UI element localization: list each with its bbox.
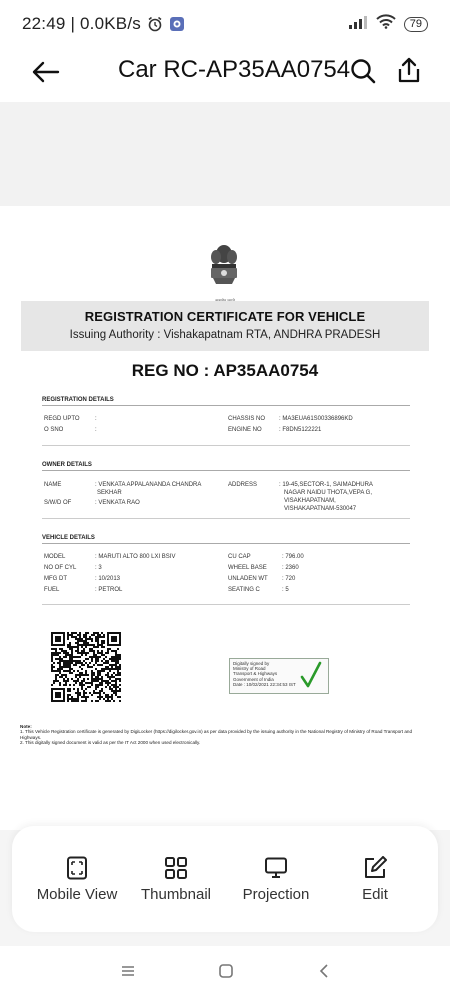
back-arrow-icon[interactable] bbox=[30, 60, 60, 89]
name-value-line2: SEKHAR bbox=[97, 490, 122, 496]
mobile-view-icon bbox=[32, 856, 122, 880]
section-divider bbox=[42, 518, 410, 519]
page-title: Car RC-AP35AA0754 bbox=[118, 56, 351, 83]
address-line: NAGAR NAIDU THOTA,VEPA G, bbox=[284, 490, 373, 496]
edit-icon bbox=[330, 856, 420, 880]
recent-apps-icon[interactable] bbox=[120, 964, 136, 983]
unladen-weight-value: : 720 bbox=[282, 576, 296, 582]
action-bar bbox=[12, 826, 438, 932]
address-line: VISAKHAPATNAM, bbox=[284, 498, 336, 504]
signature-verified-check-icon bbox=[300, 661, 322, 694]
wheel-base-label: WHEEL BASE bbox=[228, 565, 267, 571]
seating-capacity-value: : 5 bbox=[282, 587, 289, 593]
engine-value: : F8DN5122221 bbox=[279, 427, 322, 433]
owner-details-heading: OWNER DETAILS bbox=[42, 462, 92, 468]
status-bar bbox=[0, 0, 450, 48]
signature-line: Ministry of Road bbox=[233, 666, 266, 672]
projection-monitor-icon bbox=[231, 856, 321, 880]
thumbnail-grid-icon bbox=[131, 856, 221, 880]
o-sno-value: : bbox=[95, 427, 97, 433]
unladen-weight-label: UNLADEN WT bbox=[228, 576, 268, 582]
section-divider bbox=[42, 604, 410, 605]
vehicle-details-heading: VEHICLE DETAILS bbox=[42, 535, 95, 541]
swd-label: S/W/D OF bbox=[44, 500, 72, 506]
section-divider bbox=[42, 543, 410, 544]
digital-signature-block bbox=[229, 658, 329, 694]
battery-icon: 79 bbox=[404, 17, 428, 32]
signature-line: Digitally signed by bbox=[233, 661, 270, 666]
issuing-authority: Issuing Authority : Vishakapatnam RTA, ANDHRA PRADESH bbox=[69, 329, 381, 341]
address-line: : 19-45,SECTOR-1, SAIMADHURA bbox=[279, 482, 373, 488]
cylinders-value: : 3 bbox=[95, 565, 102, 571]
fuel-label: FUEL bbox=[44, 587, 60, 593]
projection-label: Projection bbox=[242, 886, 310, 903]
signature-line: Government of India bbox=[233, 676, 274, 682]
projection-button[interactable] bbox=[231, 856, 321, 903]
engine-label: ENGINE NO bbox=[228, 427, 262, 433]
cylinders-label: NO OF CYL bbox=[44, 565, 77, 571]
document-top-margin bbox=[0, 102, 450, 206]
fuel-value: : PETROL bbox=[95, 587, 123, 593]
app-bar bbox=[0, 48, 450, 102]
edit-button[interactable] bbox=[330, 856, 420, 903]
name-value-line1: : VENKATA APPALANANDA CHANDRA bbox=[95, 482, 202, 488]
regd-upto-value: : bbox=[95, 416, 97, 422]
thumbnail-label: Thumbnail bbox=[140, 886, 212, 903]
cubic-capacity-label: CU CAP bbox=[228, 554, 251, 560]
name-label: NAME bbox=[44, 482, 62, 488]
swd-value: : VENKATA RAO bbox=[95, 500, 140, 506]
status-time-speed: 22:49 | 0.0KB/s bbox=[22, 14, 141, 33]
thumbnail-button[interactable] bbox=[131, 856, 221, 903]
share-icon[interactable] bbox=[396, 56, 422, 89]
address-line: VISHAKAPATNAM-530047 bbox=[284, 506, 357, 512]
chassis-label: CHASSIS NO bbox=[228, 416, 266, 422]
section-divider bbox=[42, 470, 410, 471]
cubic-capacity-value: : 796.00 bbox=[282, 554, 304, 560]
note-item: 2. This digitally signed document is valid as per the IT Act 2000 when used electronically. bbox=[20, 740, 201, 746]
certificate-title: REGISTRATION CERTIFICATE FOR VEHICLE bbox=[84, 309, 366, 324]
home-icon[interactable] bbox=[218, 964, 234, 983]
wheel-base-value: : 2360 bbox=[282, 565, 299, 571]
back-icon[interactable] bbox=[318, 964, 330, 983]
model-label: MODEL bbox=[44, 554, 66, 560]
national-emblem-icon bbox=[203, 240, 245, 298]
chassis-value: : MA3EUA61S00336896KD bbox=[279, 416, 353, 422]
wifi-icon bbox=[376, 14, 396, 34]
signature-line: Date : 10/02/2021 22:34:53 IST bbox=[233, 681, 296, 687]
seating-capacity-label: SEATING C bbox=[228, 587, 260, 593]
note-item: 1. This Vehicle Registration certificate is generated by DigiLocker (https://digilocker.gov.in) as per data provided by the issuing authority in the National Registry of Ministry of Road Transport and Highways. bbox=[20, 729, 413, 740]
registration-details-heading: REGISTRATION DETAILS bbox=[42, 397, 114, 403]
section-divider bbox=[42, 405, 410, 406]
certificate-document bbox=[0, 206, 450, 826]
signature-line: Transport & Highways bbox=[233, 671, 278, 677]
search-icon[interactable] bbox=[350, 58, 376, 89]
signal-icon bbox=[348, 14, 368, 34]
app-notification-icon bbox=[169, 16, 185, 32]
section-divider bbox=[42, 445, 410, 446]
o-sno-label: O SNO bbox=[44, 427, 64, 433]
certificate-notes bbox=[20, 724, 432, 746]
certificate-header bbox=[21, 301, 429, 351]
mobile-view-label: Mobile View bbox=[36, 886, 118, 903]
regd-upto-label: REGD UPTO bbox=[44, 416, 80, 422]
alarm-icon bbox=[147, 16, 163, 32]
qr-code-image bbox=[51, 632, 121, 702]
mfg-date-value: : 10/2013 bbox=[95, 576, 121, 582]
registration-number: REG NO : AP35AA0754 bbox=[131, 361, 319, 380]
notes-title: Note: bbox=[20, 724, 32, 729]
address-label: ADDRESS bbox=[228, 482, 258, 488]
system-nav-bar bbox=[0, 946, 450, 1000]
model-value: : MARUTI ALTO 800 LXI BSIV bbox=[95, 554, 176, 560]
edit-label: Edit bbox=[362, 886, 388, 903]
mobile-view-button[interactable] bbox=[32, 856, 122, 903]
mfg-date-label: MFG DT bbox=[44, 576, 67, 582]
